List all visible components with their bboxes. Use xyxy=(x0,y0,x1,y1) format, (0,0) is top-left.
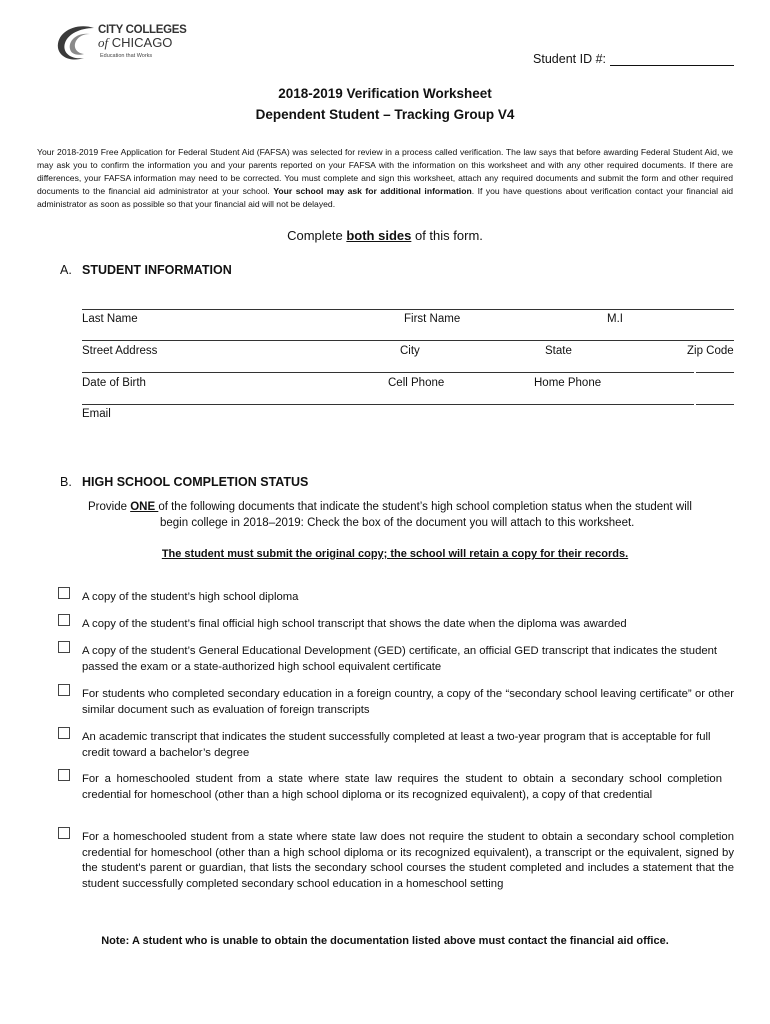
state-label: State xyxy=(545,345,572,357)
name-input-line[interactable] xyxy=(82,309,734,310)
city-label: City xyxy=(400,345,420,357)
section-b-title: HIGH SCHOOL COMPLETION STATUS xyxy=(82,475,309,489)
homeschool-credential-checkbox[interactable] xyxy=(58,769,70,781)
complete-both-sides xyxy=(0,228,770,243)
option-diploma: A copy of the student’s high school diploma xyxy=(82,591,299,603)
swoosh-logo-icon xyxy=(54,22,100,66)
ged-checkbox[interactable] xyxy=(58,641,70,653)
email-input-line[interactable] xyxy=(82,404,694,405)
intro-text-1: Your 2018-2019 Free Application for Federal Student Aid (FAFSA) was selected for review in a process called verification. The law says that before awarding Federal Student Aid, we may ask you to confirm the information you and your parents reported on your FAFSA with the information on this worksheet and with any other required documents. If there are differences, your FAFSA information may need to be corrected. You must complete and sign this worksheet, attach any required documents and submit the form and other required documents to the financial aid administrator at your school. xyxy=(37,147,733,197)
contact-input-line[interactable] xyxy=(82,372,694,373)
instructions-line-1 xyxy=(88,500,728,516)
option-homeschool-transcript: For a homeschooled student from a state where state law does not require the student to obtain a secondary school completion credential for homeschool (other than a high school diploma or its recognized equivalent), a transcript or the equivalent, signed by the student's parent or guardian, that lists the secondary school courses the student completed and includes a statement that the student successfully completed secondary school education in a homeschool setting xyxy=(82,831,734,890)
diploma-checkbox[interactable] xyxy=(58,587,70,599)
city-colleges-logo xyxy=(54,22,187,66)
first-name-label: First Name xyxy=(404,313,461,325)
option-foreign: For students who completed secondary education in a foreign country, a copy of the “secondary school leaving certificate” or other similar document such as evaluation of foreign transcripts xyxy=(82,688,734,716)
email-input-line-end xyxy=(696,404,734,405)
contact-input-line-end xyxy=(696,372,734,373)
logo-of: of xyxy=(98,35,109,50)
logo-chicago: CHICAGO xyxy=(111,35,173,50)
option-homeschool-credential: For a homeschooled student from a state where state law requires the student to obtain a secondary school completion credential for homeschool (other than a high school diploma or its recognized equivalent), a copy of that credential xyxy=(82,773,722,801)
student-id-field xyxy=(533,52,734,66)
last-name-label: Last Name xyxy=(82,313,138,325)
worksheet-title: 2018-2019 Verification Worksheet xyxy=(278,86,492,101)
middle-initial-label: M.I xyxy=(607,313,623,325)
worksheet-subtitle: Dependent Student – Tracking Group V4 xyxy=(255,107,515,122)
section-b-letter: B. xyxy=(60,475,72,489)
address-input-line[interactable] xyxy=(82,340,734,341)
instr-rest: of the following documents that indicate the student’s high school completion status when the student will xyxy=(158,501,692,513)
homeschool-transcript-checkbox[interactable] xyxy=(58,827,70,839)
option-academic-transcript: An academic transcript that indicates the student successfully completed at least a two-year program that is acceptable for full credit toward a bachelor’s degree xyxy=(82,731,711,759)
street-address-label: Street Address xyxy=(82,345,158,357)
logo-wordmark-line1: CITY COLLEGES xyxy=(98,24,187,36)
original-copy-note: The student must submit the original copy; the school will retain a copy for their records. xyxy=(161,548,629,560)
complete-emphasis: both sides xyxy=(346,228,412,243)
intro-bold: Your school may ask for additional information xyxy=(273,186,472,197)
foreign-checkbox[interactable] xyxy=(58,684,70,696)
email-label: Email xyxy=(82,408,111,420)
section-a-title: STUDENT INFORMATION xyxy=(82,263,232,277)
section-a-heading xyxy=(60,263,232,277)
date-of-birth-label: Date of Birth xyxy=(82,377,146,389)
academic-transcript-checkbox[interactable] xyxy=(58,727,70,739)
logo-wordmark-line2 xyxy=(98,35,172,51)
instr-one: ONE xyxy=(130,501,159,513)
section-b-heading xyxy=(60,475,308,489)
section-a-letter: A. xyxy=(60,263,72,277)
zip-code-label: Zip Code xyxy=(687,345,734,357)
option-transcript: A copy of the student’s final official high school transcript that shows the date when the diploma was awarded xyxy=(82,618,627,630)
logo-tagline: Education that Works xyxy=(100,53,153,59)
option-ged: A copy of the student’s General Educational Development (GED) certificate, an official GED transcript that indicates the student passed the exam or a state-authorized high school equivalent certificate xyxy=(82,645,718,673)
section-b-instructions xyxy=(88,500,728,531)
student-id-blank[interactable] xyxy=(610,53,734,66)
complete-post: of this form. xyxy=(411,228,483,243)
transcript-checkbox[interactable] xyxy=(58,614,70,626)
student-id-label: Student ID #: xyxy=(533,52,606,66)
intro-paragraph xyxy=(37,146,733,211)
intro-text-2: . If you have questions about verification contact your financial aid administrator as soon as possible so that your financial aid will not be delayed. xyxy=(37,186,734,210)
complete-pre: Complete xyxy=(287,228,347,243)
instructions-line-2: begin college in 2018–2019: Check the box of the document you will attach to this worksheet. xyxy=(160,516,635,529)
home-phone-label: Home Phone xyxy=(534,377,602,389)
cell-phone-label: Cell Phone xyxy=(388,377,445,389)
footnote: Note: A student who is unable to obtain the documentation listed above must contact the financial aid office. xyxy=(101,935,669,947)
instr-pre: Provide xyxy=(88,501,131,513)
